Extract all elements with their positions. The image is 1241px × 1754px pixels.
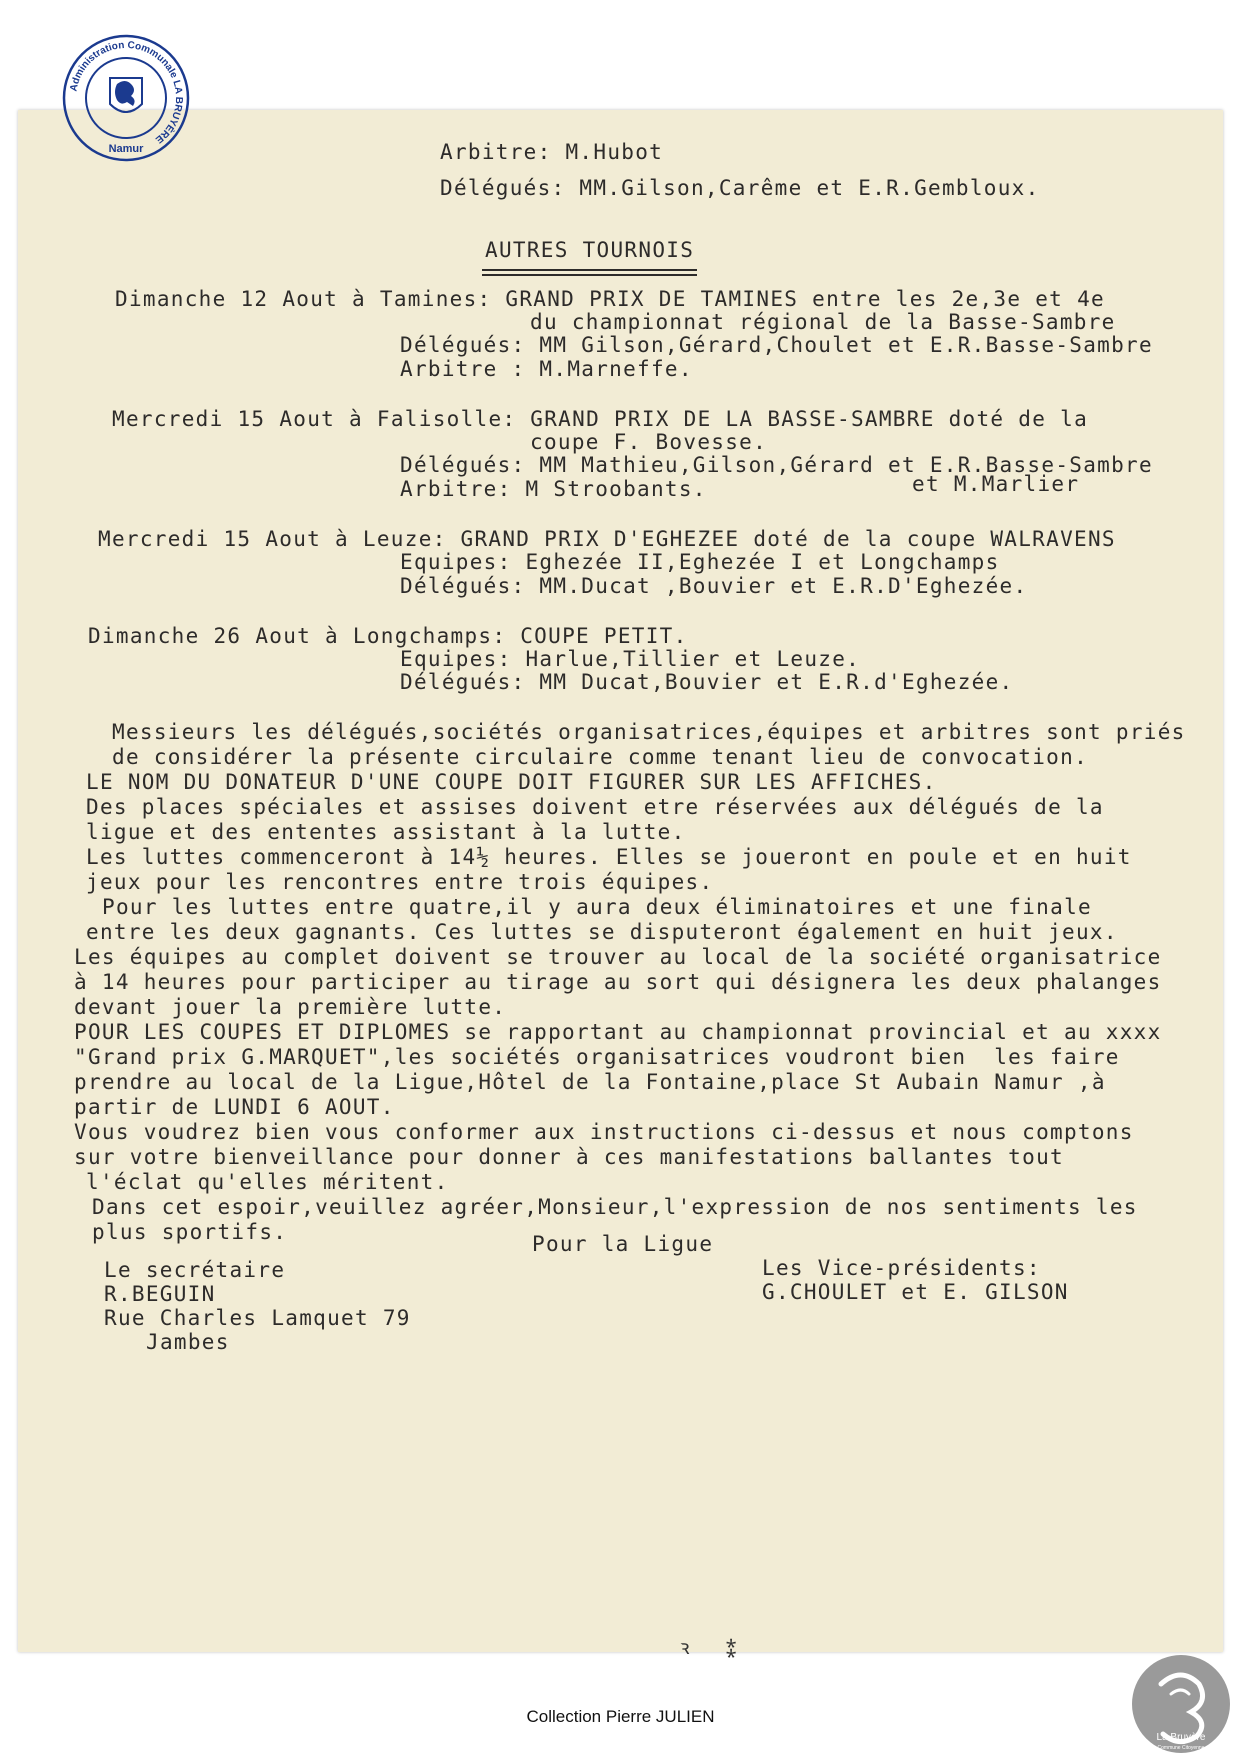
body-line: Des places spéciales et assises doivent etre réservées aux délégués de la — [86, 795, 1104, 819]
body-line: entre les deux gagnants. Ces luttes se disputeront également en huit jeux. — [86, 920, 1118, 944]
lion-icon — [110, 78, 142, 112]
collection-credit: Collection Pierre JULIEN — [526, 1707, 715, 1726]
tournament-4-line3: Délégués: MM Ducat,Bouvier et E.R.d'Eghezée. — [400, 670, 1014, 694]
tournament-1-line1: Dimanche 12 Aout à Tamines: GRAND PRIX DE TAMINES entre les 2e,3e et 4e — [115, 287, 1105, 311]
body-line: sur votre bienveillance pour donner à ces manifestations ballantes tout — [74, 1145, 1064, 1169]
svg-text:Namur: Namur — [108, 143, 144, 155]
body-line: POUR LES COUPES ET DIPLOMES se rapportant au championnat provincial et au xxxx — [74, 1020, 1162, 1044]
title-underline — [482, 269, 697, 276]
ink-marks: ꝛ ⁑ — [680, 1635, 737, 1659]
svg-text:Commune Citoyenne: Commune Citoyenne — [1157, 1745, 1205, 1751]
tournament-2-line1: Mercredi 15 Aout à Falisolle: GRAND PRIX DE LA BASSE-SAMBRE doté de la — [112, 407, 1089, 431]
tournament-4-line1: Dimanche 26 Aout à Longchamps: COUPE PETIT. — [88, 624, 688, 648]
body-line: partir de LUNDI 6 AOUT. — [74, 1095, 395, 1119]
body-line: jeux pour les rencontres entre trois équipes. — [86, 870, 714, 894]
tournament-3-line1: Mercredi 15 Aout à Leuze: GRAND PRIX D'EGHEZEE doté de la coupe WALRAVENS — [98, 527, 1116, 551]
body-line: LE NOM DU DONATEUR D'UNE COUPE DOIT FIGURER SUR LES AFFICHES. — [86, 770, 937, 794]
municipal-stamp — [62, 34, 190, 162]
section-title: AUTRES TOURNOIS — [485, 238, 695, 262]
body-line: de considérer la présente circulaire comme tenant lieu de convocation. — [112, 745, 1089, 769]
body-line: devant jouer la première lutte. — [74, 995, 507, 1019]
header-arbitre: Arbitre: M.Hubot — [440, 140, 664, 164]
secretaire-title: Le secrétaire — [104, 1258, 286, 1282]
la-bruyere-logo — [1131, 1654, 1231, 1754]
tournament-3-line3: Délégués: MM.Ducat ,Bouvier et E.R.D'Eghezée. — [400, 574, 1028, 598]
vp-names: G.CHOULET et E. GILSON — [762, 1280, 1069, 1304]
body-line: Vous voudrez bien vous conformer aux instructions ci-dessus et nous comptons — [74, 1120, 1134, 1144]
body-line: Pour les luttes entre quatre,il y aura deux éliminatoires et une finale — [102, 895, 1092, 919]
svg-text:Administration Communale LA BR: Administration Communale LA BRUYÈRE — [68, 39, 185, 146]
body-line: Dans cet espoir,veuillez agréer,Monsieur,l'expression de nos sentiments les — [92, 1195, 1138, 1219]
body-line: Les équipes au complet doivent se trouver au local de la société organisatrice — [74, 945, 1162, 969]
tournament-2-line4: Arbitre: M Stroobants. — [400, 477, 707, 501]
body-line: Les luttes commenceront à 14½ heures. Elles se joueront en poule et en huit — [86, 845, 1132, 869]
tournament-2-line3: Délégués: MM Mathieu,Gilson,Gérard et E.R.Basse-Sambre — [400, 453, 1153, 477]
tournament-1-line3: Délégués: MM Gilson,Gérard,Choulet et E.R.Basse-Sambre — [400, 333, 1153, 357]
tournament-2-line2: coupe F. Bovesse. — [530, 430, 768, 454]
body-line: prendre au local de la Ligue,Hôtel de la Fontaine,place St Aubain Namur ,à — [74, 1070, 1106, 1094]
header-delegues: Délégués: MM.Gilson,Carême et E.R.Gembloux. — [440, 176, 1040, 200]
secretaire-address: Rue Charles Lamquet 79 — [104, 1306, 411, 1330]
body-line: l'éclat qu'elles méritent. — [86, 1170, 449, 1194]
body-line: à 14 heures pour participer au tirage au sort qui désignera les deux phalanges — [74, 970, 1162, 994]
body-line: ligue et des ententes assistant à la lutte. — [86, 820, 686, 844]
body-line: "Grand prix G.MARQUET",les sociétés organisatrices voudront bien les faire — [74, 1045, 1120, 1069]
vp-title: Les Vice-présidents: — [762, 1256, 1041, 1280]
body-line: Messieurs les délégués,sociétés organisatrices,équipes et arbitres sont priés — [112, 720, 1186, 744]
tournament-3-line2: Equipes: Eghezée II,Eghezée I et Longchamps — [400, 550, 1000, 574]
secretaire-city: Jambes — [146, 1330, 230, 1354]
svg-text:La Bruyère: La Bruyère — [1156, 1732, 1206, 1743]
tournament-1-line2: du championnat régional de la Basse-Sambre — [530, 310, 1116, 334]
tournament-1-line4: Arbitre : M.Marneffe. — [400, 357, 693, 381]
pour-la-ligue: Pour la Ligue — [532, 1232, 714, 1256]
body-line: plus sportifs. — [92, 1220, 288, 1244]
tournament-4-line2: Equipes: Harlue,Tillier et Leuze. — [400, 647, 861, 671]
tournament-2-line4b: et M.Marlier — [912, 472, 1080, 496]
secretaire-name: R.BEGUIN — [104, 1282, 216, 1306]
